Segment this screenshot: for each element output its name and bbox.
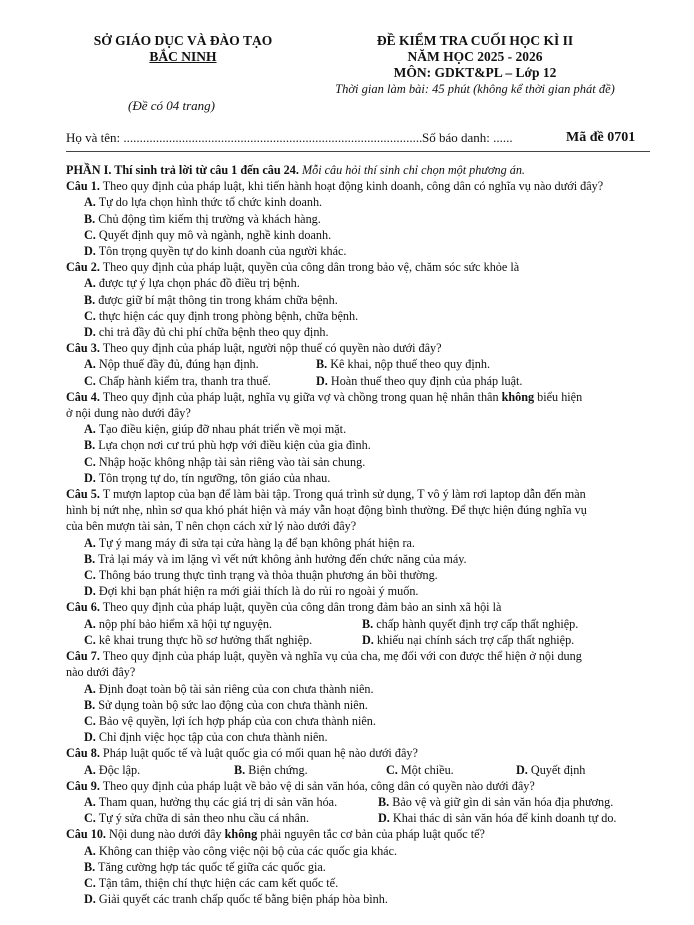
pages-note: (Đề có 04 trang) <box>128 98 216 113</box>
option[interactable] <box>378 810 616 826</box>
question-text: Theo quy định của pháp luật, quyền và nghĩa vụ của cha, mẹ đối với con được thể hiện ở nội dung <box>99 649 582 664</box>
option[interactable] <box>378 794 613 810</box>
option-letter: D. <box>84 325 96 340</box>
option[interactable] <box>66 243 652 259</box>
option-text: Chủ động tìm kiếm thị trường và khách hàng. <box>98 211 321 226</box>
option[interactable] <box>66 843 652 859</box>
question-5 <box>66 486 652 502</box>
option-text: Không can thiệp vào công việc nội bộ của các quốc gia khác. <box>98 843 398 858</box>
option-row <box>66 632 652 648</box>
option-letter: B. <box>84 292 96 307</box>
option[interactable] <box>66 891 652 907</box>
option-text: Tham quan, hưởng thụ các giá trị di sản văn hóa. <box>98 794 338 809</box>
option-text: Kê khai, nộp thuế theo quy định. <box>330 357 490 372</box>
option-text: Hoàn thuế theo quy định của pháp luật. <box>330 373 523 388</box>
option-letter: D. <box>516 762 528 777</box>
option-text: Tự ý sửa chữa di sản theo nhu cầu cá nhân. <box>98 811 310 826</box>
question-label: Câu 1. <box>66 179 100 194</box>
option[interactable] <box>66 292 652 308</box>
question-4 <box>66 389 652 405</box>
option[interactable] <box>386 762 516 778</box>
option[interactable] <box>66 421 652 437</box>
question-label: Câu 2. <box>66 260 100 275</box>
option[interactable] <box>66 681 652 697</box>
question-label: Câu 7. <box>66 649 100 664</box>
option-row <box>66 356 652 372</box>
option-letter: C. <box>84 568 96 583</box>
option[interactable] <box>66 194 652 210</box>
option[interactable] <box>84 810 378 826</box>
option-row <box>66 810 652 826</box>
questions-section <box>66 162 652 907</box>
option-text: nộp phí bảo hiểm xã hội tự nguyện. <box>98 616 273 631</box>
option-letter: B. <box>234 762 246 777</box>
question-8 <box>66 745 652 761</box>
option-text: Độc lập. <box>98 762 141 777</box>
option-text: Nhập hoặc không nhập tài sản riêng vào tài sản chung. <box>98 454 366 469</box>
option-text: Quyết định quy mô và ngành, nghề kinh doanh. <box>98 227 332 242</box>
option-letter: D. <box>84 892 96 907</box>
option-letter: A. <box>84 535 96 550</box>
option-letter: D. <box>84 584 96 599</box>
question-text: Nội dung nào dưới đây <box>105 827 225 842</box>
option-row <box>66 762 652 778</box>
question-text: biểu hiện <box>534 389 583 404</box>
option-text: Sử dụng toàn bộ sức lao động của con chưa thành niên. <box>98 697 368 712</box>
option-letter: C. <box>84 454 96 469</box>
option-letter: B. <box>316 357 328 372</box>
option-text: Bảo vệ quyền, lợi ích hợp pháp của con chưa thành niên. <box>98 713 376 728</box>
option[interactable] <box>316 356 490 372</box>
option[interactable] <box>84 616 362 632</box>
option[interactable] <box>84 356 316 372</box>
subject: MÔN: GDKT&PL – Lớp 12 <box>393 65 557 80</box>
option[interactable] <box>66 437 652 453</box>
question-label: Câu 3. <box>66 341 100 356</box>
option-letter: A. <box>84 276 96 291</box>
option-row <box>66 616 652 632</box>
option-letter: A. <box>84 422 96 437</box>
question-text: Theo quy định của pháp luật, nghĩa vụ giữa vợ và chồng trong quan hệ nhân thân <box>99 389 502 404</box>
question-text-continued: ở nội dung nào dưới đây? <box>66 406 191 421</box>
option-text: Định đoạt toàn bộ tài sản riêng của con chưa thành niên. <box>98 681 374 696</box>
option[interactable] <box>362 616 578 632</box>
option[interactable] <box>84 762 234 778</box>
header-right <box>315 33 635 97</box>
option-text: được tự ý lựa chọn phác đồ điều trị bệnh. <box>98 276 300 291</box>
option-text: Quyết định <box>530 762 586 777</box>
option-letter: B. <box>84 859 96 874</box>
option[interactable] <box>234 762 386 778</box>
department-name: SỞ GIÁO DỤC VÀ ĐÀO TẠO <box>93 33 273 48</box>
question-1 <box>66 178 652 194</box>
option-letter: D. <box>378 811 390 826</box>
option[interactable] <box>66 697 652 713</box>
option-letter: B. <box>378 794 390 809</box>
option-text: khiếu nại chính sách trợ cấp thất nghiệp. <box>376 632 575 647</box>
option[interactable] <box>66 875 652 891</box>
candidate-number-field[interactable]: Số báo danh: ...... <box>422 130 513 145</box>
question-7 <box>66 648 652 664</box>
option-text: Giải quyết các tranh chấp quốc tế bằng biện pháp hòa bình. <box>98 892 388 907</box>
option-text: Tận tâm, thiện chí thực hiện các cam kết quốc tế. <box>98 875 339 890</box>
option-letter: B. <box>84 697 96 712</box>
option-letter: C. <box>84 632 96 647</box>
option-letter: A. <box>84 681 96 696</box>
option[interactable] <box>516 762 585 778</box>
option[interactable] <box>66 324 652 340</box>
question-text: Theo quy định của pháp luật về bảo vệ di sản văn hóa, công dân có quyền nào dưới đây? <box>99 778 535 793</box>
question-text: Pháp luật quốc tế và luật quốc gia có mối quan hệ nào dưới đây? <box>99 746 418 761</box>
question-6 <box>66 599 652 615</box>
option-letter: C. <box>386 762 398 777</box>
option[interactable] <box>84 373 316 389</box>
option-text: Tăng cường hợp tác quốc tế giữa các quốc gia. <box>98 859 326 874</box>
option[interactable] <box>66 567 652 583</box>
option-text: Chỉ định việc học tập của con chưa thành niên. <box>98 730 328 745</box>
option-text: thực hiện các quy định trong phòng bệnh, chữa bệnh. <box>98 308 359 323</box>
province-name: BẮC NINH <box>149 49 217 64</box>
question-text: Theo quy định của pháp luật, người nộp thuế có quyền nào dưới đây? <box>99 341 442 356</box>
option-text: Tôn trọng quyền tự do kinh doanh của người khác. <box>98 244 347 259</box>
option[interactable] <box>84 794 378 810</box>
option-letter: C. <box>84 713 96 728</box>
option-text: được giữ bí mật thông tin trong khám chữa bệnh. <box>98 292 338 307</box>
question-9 <box>66 778 652 794</box>
option-text: Đợi khi bạn phát hiện ra mới giải thích là do rủi ro ngoài ý muốn. <box>98 584 419 599</box>
option[interactable] <box>66 729 652 745</box>
question-label: Câu 10. <box>66 827 106 842</box>
option-text: chấp hành quyết định trợ cấp thất nghiệp. <box>376 616 579 631</box>
question-label: Câu 4. <box>66 389 100 404</box>
option[interactable] <box>362 632 574 648</box>
option-letter: B. <box>84 211 96 226</box>
option-row <box>66 373 652 389</box>
part-title-text: PHẦN I. Thí sinh trả lời từ câu 1 đến câu 24. <box>66 163 299 177</box>
option-letter: C. <box>84 875 96 890</box>
option-letter: D. <box>84 470 96 485</box>
option-text: Tạo điều kiện, giúp đỡ nhau phát triển về mọi mặt. <box>98 422 347 437</box>
option-text: Thông báo trung thực tình trạng và thỏa thuận phương án bồi thường. <box>98 568 438 583</box>
option-letter: D. <box>316 373 328 388</box>
option-letter: C. <box>84 227 96 242</box>
option-letter: D. <box>362 632 374 647</box>
option[interactable] <box>66 713 652 729</box>
option[interactable] <box>66 551 652 567</box>
option-text: Lựa chọn nơi cư trú phù hợp với điều kiện của gia đình. <box>98 438 371 453</box>
option-letter: C. <box>84 308 96 323</box>
question-2 <box>66 259 652 275</box>
question-label: Câu 6. <box>66 600 100 615</box>
student-info <box>66 130 646 148</box>
question-text: Theo quy định của pháp luật, khi tiến hành hoạt động kinh doanh, công dân có nghĩa vụ nào dưới đây? <box>99 179 604 194</box>
option-letter: B. <box>362 616 374 631</box>
option[interactable] <box>66 470 652 486</box>
option-letter: A. <box>84 762 96 777</box>
option[interactable] <box>84 632 362 648</box>
option-text: Chấp hành kiểm tra, thanh tra thuế. <box>98 373 271 388</box>
question-text: Theo quy định của pháp luật, quyền của công dân trong đảm bảo an sinh xã hội là <box>99 600 502 615</box>
option-text: Nộp thuế đầy đủ, đúng hạn định. <box>98 357 259 372</box>
question-text: T mượn laptop của bạn để làm bài tập. Trong quá trình sử dụng, T vô ý làm rơi laptop dẫn đến màn <box>99 487 586 502</box>
option[interactable] <box>66 211 652 227</box>
question-10 <box>66 826 652 842</box>
option-letter: A. <box>84 843 96 858</box>
exam-code: Mã đề 0701 <box>566 130 636 145</box>
question-text-continued: nào dưới đây? <box>66 665 136 680</box>
part-title <box>66 162 652 178</box>
option-text: Tôn trọng tự do, tín ngưỡng, tôn giáo của nhau. <box>98 470 331 485</box>
question-label: Câu 5. <box>66 487 100 502</box>
option-letter: A. <box>84 794 96 809</box>
question-label: Câu 9. <box>66 778 100 793</box>
option[interactable] <box>66 535 652 551</box>
option[interactable] <box>66 275 652 291</box>
question-text: phải nguyên tắc cơ bản của pháp luật quốc tế? <box>257 827 485 842</box>
emphasis-word: không <box>224 827 258 842</box>
option-text: chi trả đầy đủ chi phí chữa bệnh theo quy định. <box>98 325 329 340</box>
question-text: Theo quy định của pháp luật, quyền của công dân trong bảo vệ, chăm sóc sức khỏe là <box>99 260 520 275</box>
option[interactable] <box>66 859 652 875</box>
option-letter: A. <box>84 357 96 372</box>
option[interactable] <box>66 308 652 324</box>
option-letter: C. <box>84 811 96 826</box>
option-letter: B. <box>84 438 96 453</box>
option[interactable] <box>316 373 522 389</box>
option-letter: D. <box>84 730 96 745</box>
header-left <box>78 33 288 65</box>
option[interactable] <box>66 454 652 470</box>
divider <box>66 151 650 152</box>
option-letter: A. <box>84 616 96 631</box>
option-letter: C. <box>84 373 96 388</box>
option[interactable] <box>66 583 652 599</box>
student-name-field[interactable]: Họ và tên: ............................................................................................ <box>66 130 423 145</box>
option-text: Một chiều. <box>400 762 454 777</box>
time-note: Thời gian làm bài: 45 phút (không kể thời gian phát đề) <box>335 82 615 96</box>
option[interactable] <box>66 227 652 243</box>
emphasis-word: không <box>501 389 535 404</box>
question-label: Câu 8. <box>66 746 100 761</box>
question-3 <box>66 340 652 356</box>
option-letter: A. <box>84 195 96 210</box>
question-text-continued: hình bị nứt nhẹ, nhìn sơ qua khó phát hiện và máy vẫn hoạt động bình thường. Để thực hiện đúng nghĩa vụ <box>66 503 587 518</box>
option-letter: B. <box>84 551 96 566</box>
option-text: kê khai trung thực hồ sơ hưởng thất nghiệp. <box>98 632 313 647</box>
option-text: Tự do lựa chọn hình thức tổ chức kinh doanh. <box>98 195 323 210</box>
option-text: Khai thác di sản văn hóa để kinh doanh tự do. <box>392 811 617 826</box>
option-letter: D. <box>84 244 96 259</box>
option-row <box>66 794 652 810</box>
question-text-continued: của bên mượn tài sản, T nên chọn cách xử lý nào dưới đây? <box>66 519 357 534</box>
option-text: Tự ý mang máy đi sửa tại cửa hàng lạ để bạn không phát hiện ra. <box>98 535 415 550</box>
exam-title: ĐỀ KIỂM TRA CUỐI HỌC KÌ II <box>376 33 574 48</box>
school-year: NĂM HỌC 2025 - 2026 <box>407 49 543 64</box>
option-text: Trả lại máy và im lặng vì vết nứt không ảnh hưởng đến chức năng của máy. <box>98 551 467 566</box>
option-text: Bảo vệ và giữ gìn di sản văn hóa địa phương. <box>392 794 614 809</box>
option-text: Biện chứng. <box>248 762 308 777</box>
part-instruction: Mỗi câu hỏi thí sinh chỉ chọn một phương án. <box>298 163 525 177</box>
